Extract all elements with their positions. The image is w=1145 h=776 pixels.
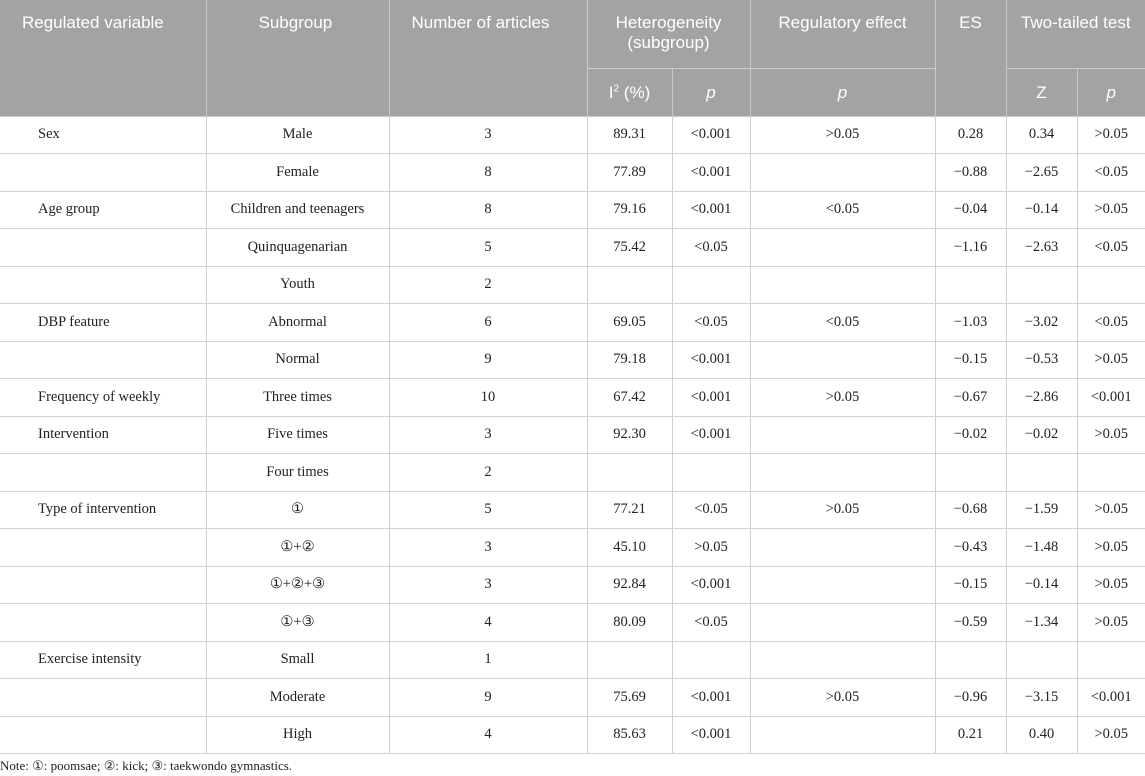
cell-i2: 75.42	[587, 229, 672, 267]
cell-p-two-tailed: >0.05	[1077, 191, 1145, 229]
table-row	[0, 379, 1145, 417]
cell-z: −2.86	[1006, 379, 1077, 417]
cell-regulatory-p	[750, 566, 935, 604]
cell-number-of-articles: 2	[389, 266, 587, 304]
cell-es: −0.43	[935, 529, 1006, 567]
cell-es: −0.68	[935, 491, 1006, 529]
cell-i2: 79.18	[587, 341, 672, 379]
cell-regulated-variable: Frequency of weekly	[0, 379, 206, 417]
cell-es: −0.15	[935, 341, 1006, 379]
cell-regulatory-p: >0.05	[750, 491, 935, 529]
cell-p-heterogeneity: <0.001	[672, 716, 750, 754]
cell-regulated-variable: Type of intervention	[0, 491, 206, 529]
cell-p-heterogeneity: <0.05	[672, 604, 750, 642]
table-row	[0, 341, 1145, 379]
header-i2-sup: 2	[613, 82, 620, 94]
table-row	[0, 491, 1145, 529]
cell-regulated-variable	[0, 566, 206, 604]
cell-p-heterogeneity: <0.05	[672, 491, 750, 529]
cell-p-two-tailed: >0.05	[1077, 341, 1145, 379]
table-row	[0, 529, 1145, 567]
cell-subgroup: ①+③	[206, 604, 389, 642]
cell-regulated-variable: Age group	[0, 191, 206, 229]
cell-number-of-articles: 3	[389, 116, 587, 154]
cell-es: −0.15	[935, 566, 1006, 604]
cell-regulatory-p	[750, 266, 935, 304]
cell-number-of-articles: 3	[389, 566, 587, 604]
cell-z: −0.14	[1006, 566, 1077, 604]
cell-subgroup: Moderate	[206, 679, 389, 717]
cell-subgroup: Quinquagenarian	[206, 229, 389, 267]
cell-p-two-tailed: >0.05	[1077, 566, 1145, 604]
cell-regulated-variable	[0, 266, 206, 304]
cell-subgroup: Three times	[206, 379, 389, 417]
cell-p-two-tailed: >0.05	[1077, 116, 1145, 154]
cell-regulated-variable	[0, 454, 206, 492]
cell-es: −0.88	[935, 154, 1006, 192]
header-i2	[587, 68, 672, 116]
cell-z: −0.02	[1006, 416, 1077, 454]
header-subgroup: Subgroup	[206, 0, 389, 116]
cell-number-of-articles: 9	[389, 341, 587, 379]
table-row	[0, 454, 1145, 492]
cell-number-of-articles: 4	[389, 604, 587, 642]
cell-p-two-tailed: <0.05	[1077, 304, 1145, 342]
cell-subgroup: Male	[206, 116, 389, 154]
cell-i2	[587, 641, 672, 679]
cell-regulatory-p: <0.05	[750, 191, 935, 229]
cell-z: −3.02	[1006, 304, 1077, 342]
cell-number-of-articles: 3	[389, 529, 587, 567]
table-row	[0, 266, 1145, 304]
cell-number-of-articles: 2	[389, 454, 587, 492]
table-row	[0, 679, 1145, 717]
cell-es	[935, 641, 1006, 679]
cell-i2: 80.09	[587, 604, 672, 642]
cell-subgroup: ①+②	[206, 529, 389, 567]
cell-i2: 92.30	[587, 416, 672, 454]
cell-regulatory-p	[750, 454, 935, 492]
cell-p-two-tailed: <0.05	[1077, 154, 1145, 192]
cell-p-two-tailed: <0.05	[1077, 229, 1145, 267]
cell-z: −0.53	[1006, 341, 1077, 379]
cell-es: 0.21	[935, 716, 1006, 754]
cell-p-heterogeneity: <0.001	[672, 679, 750, 717]
cell-z	[1006, 454, 1077, 492]
cell-p-two-tailed: >0.05	[1077, 529, 1145, 567]
cell-number-of-articles: 10	[389, 379, 587, 417]
cell-z	[1006, 641, 1077, 679]
cell-es: −1.03	[935, 304, 1006, 342]
cell-p-two-tailed: >0.05	[1077, 416, 1145, 454]
cell-i2: 67.42	[587, 379, 672, 417]
cell-es: −0.67	[935, 379, 1006, 417]
cell-regulated-variable	[0, 604, 206, 642]
header-es: ES	[935, 0, 1006, 116]
cell-regulatory-p	[750, 154, 935, 192]
table-row	[0, 604, 1145, 642]
cell-regulated-variable	[0, 679, 206, 717]
cell-regulatory-p	[750, 529, 935, 567]
cell-regulatory-p	[750, 416, 935, 454]
cell-z: −1.48	[1006, 529, 1077, 567]
cell-i2: 79.16	[587, 191, 672, 229]
cell-number-of-articles: 8	[389, 154, 587, 192]
cell-regulatory-p: >0.05	[750, 379, 935, 417]
cell-regulated-variable: DBP feature	[0, 304, 206, 342]
cell-p-heterogeneity	[672, 641, 750, 679]
header-regulated-variable: Regulated variable	[0, 0, 206, 116]
header-i2-unit: (%)	[619, 82, 651, 102]
cell-p-heterogeneity: <0.001	[672, 191, 750, 229]
cell-i2: 75.69	[587, 679, 672, 717]
cell-p-heterogeneity	[672, 266, 750, 304]
cell-es: −0.04	[935, 191, 1006, 229]
cell-number-of-articles: 4	[389, 716, 587, 754]
header-p-heterogeneity: p	[672, 68, 750, 116]
table-row	[0, 116, 1145, 154]
cell-subgroup: ①	[206, 491, 389, 529]
cell-es: −0.96	[935, 679, 1006, 717]
cell-es: 0.28	[935, 116, 1006, 154]
cell-i2: 89.31	[587, 116, 672, 154]
table-row	[0, 304, 1145, 342]
table-row	[0, 716, 1145, 754]
cell-number-of-articles: 5	[389, 229, 587, 267]
cell-regulatory-p	[750, 229, 935, 267]
cell-regulatory-p	[750, 341, 935, 379]
cell-z: −1.34	[1006, 604, 1077, 642]
cell-z	[1006, 266, 1077, 304]
cell-regulated-variable	[0, 229, 206, 267]
cell-es: −0.02	[935, 416, 1006, 454]
cell-number-of-articles: 6	[389, 304, 587, 342]
cell-p-heterogeneity: <0.001	[672, 379, 750, 417]
table-body	[0, 116, 1145, 754]
cell-p-heterogeneity: <0.05	[672, 229, 750, 267]
cell-subgroup: Children and teenagers	[206, 191, 389, 229]
table-row	[0, 416, 1145, 454]
cell-p-two-tailed: <0.001	[1077, 679, 1145, 717]
cell-i2	[587, 454, 672, 492]
header-p-two-tailed: p	[1077, 68, 1145, 116]
cell-es: −1.16	[935, 229, 1006, 267]
cell-z: −3.15	[1006, 679, 1077, 717]
cell-i2: 69.05	[587, 304, 672, 342]
cell-regulated-variable	[0, 716, 206, 754]
cell-p-two-tailed	[1077, 454, 1145, 492]
header-two-tailed-test: Two-tailed test	[1006, 0, 1145, 68]
cell-subgroup: Four times	[206, 454, 389, 492]
header-p-regulatory: p	[750, 68, 935, 116]
cell-i2: 45.10	[587, 529, 672, 567]
cell-es	[935, 266, 1006, 304]
cell-p-two-tailed: >0.05	[1077, 716, 1145, 754]
cell-subgroup: Youth	[206, 266, 389, 304]
cell-subgroup: Normal	[206, 341, 389, 379]
cell-regulated-variable: Sex	[0, 116, 206, 154]
cell-regulated-variable: Exercise intensity	[0, 641, 206, 679]
cell-p-heterogeneity: <0.001	[672, 154, 750, 192]
cell-p-heterogeneity: <0.001	[672, 116, 750, 154]
cell-regulated-variable	[0, 529, 206, 567]
cell-subgroup: ①+②+③	[206, 566, 389, 604]
cell-regulatory-p: >0.05	[750, 679, 935, 717]
cell-i2: 77.21	[587, 491, 672, 529]
cell-es: −0.59	[935, 604, 1006, 642]
cell-p-heterogeneity: <0.05	[672, 304, 750, 342]
cell-z: −0.14	[1006, 191, 1077, 229]
table-row	[0, 641, 1145, 679]
cell-subgroup: Five times	[206, 416, 389, 454]
cell-subgroup: Small	[206, 641, 389, 679]
cell-p-heterogeneity: <0.001	[672, 416, 750, 454]
cell-subgroup: Abnormal	[206, 304, 389, 342]
table-note: Note: ①: poomsae; ②: kick; ③: taekwondo gymnastics.	[0, 758, 293, 773]
table-row	[0, 154, 1145, 192]
cell-regulated-variable	[0, 154, 206, 192]
cell-subgroup: High	[206, 716, 389, 754]
cell-number-of-articles: 9	[389, 679, 587, 717]
cell-p-two-tailed: <0.001	[1077, 379, 1145, 417]
cell-regulatory-p	[750, 716, 935, 754]
table-row	[0, 566, 1145, 604]
cell-i2: 92.84	[587, 566, 672, 604]
cell-i2: 85.63	[587, 716, 672, 754]
cell-i2	[587, 266, 672, 304]
cell-p-heterogeneity	[672, 454, 750, 492]
cell-p-heterogeneity: >0.05	[672, 529, 750, 567]
cell-z: −2.63	[1006, 229, 1077, 267]
header-heterogeneity: Heterogeneity (subgroup)	[587, 0, 750, 68]
cell-p-heterogeneity: <0.001	[672, 566, 750, 604]
cell-p-two-tailed: >0.05	[1077, 604, 1145, 642]
cell-p-heterogeneity: <0.001	[672, 341, 750, 379]
cell-z: −1.59	[1006, 491, 1077, 529]
cell-p-two-tailed: >0.05	[1077, 491, 1145, 529]
cell-number-of-articles: 3	[389, 416, 587, 454]
cell-regulatory-p	[750, 604, 935, 642]
cell-i2: 77.89	[587, 154, 672, 192]
header-number-of-articles: Number of articles	[389, 0, 587, 116]
cell-p-two-tailed	[1077, 641, 1145, 679]
table-row	[0, 229, 1145, 267]
header-z: Z	[1006, 68, 1077, 116]
cell-z: −2.65	[1006, 154, 1077, 192]
cell-regulatory-p: >0.05	[750, 116, 935, 154]
cell-regulatory-p: <0.05	[750, 304, 935, 342]
cell-subgroup: Female	[206, 154, 389, 192]
header-i2-base: I	[608, 82, 614, 102]
cell-z: 0.40	[1006, 716, 1077, 754]
cell-regulatory-p	[750, 641, 935, 679]
header-regulatory-effect: Regulatory effect	[750, 0, 935, 68]
table-row	[0, 191, 1145, 229]
cell-number-of-articles: 8	[389, 191, 587, 229]
cell-p-two-tailed	[1077, 266, 1145, 304]
cell-regulated-variable: Intervention	[0, 416, 206, 454]
cell-z: 0.34	[1006, 116, 1077, 154]
cell-number-of-articles: 1	[389, 641, 587, 679]
cell-es	[935, 454, 1006, 492]
cell-number-of-articles: 5	[389, 491, 587, 529]
cell-regulated-variable	[0, 341, 206, 379]
